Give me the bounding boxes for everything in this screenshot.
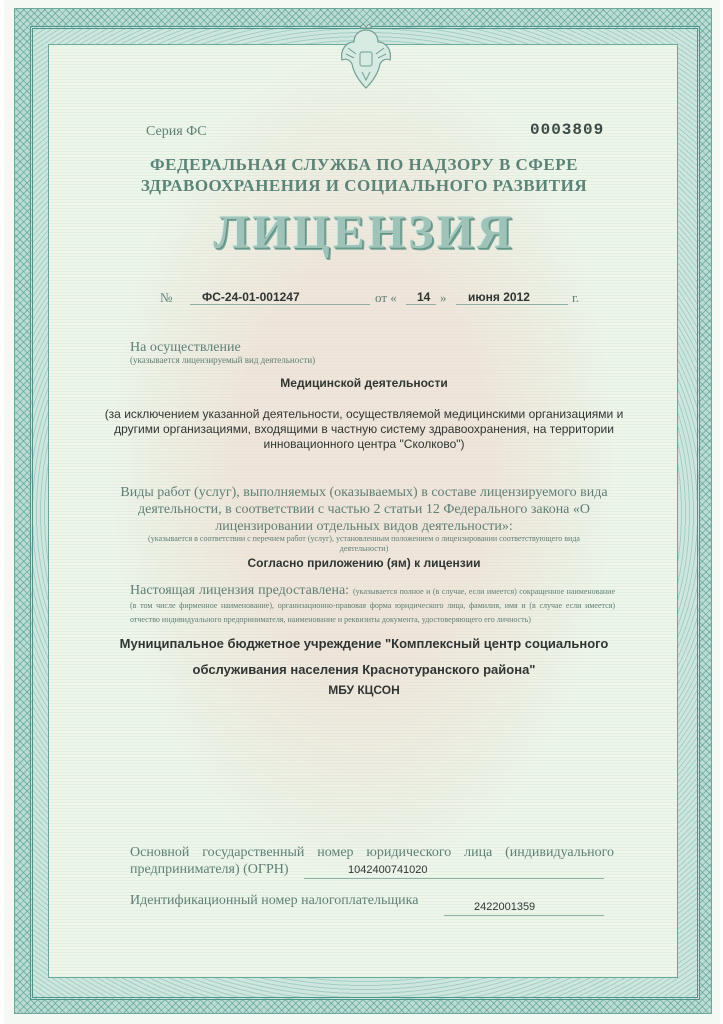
inn-label: Идентификационный номер налогоплательщика [130, 893, 419, 908]
ogrn-label: Основной государственный номер юридического лица (индивидуального предпринимателя) (ОГРН) [130, 845, 614, 877]
licensee-full-name-line1: Муниципальное бюджетное учреждение "Комплексный центр социального [119, 636, 609, 651]
works-label: Виды работ (услуг), выполняемых (оказываемых) в составе лицензируемого вида деятельности, в соответствии с частью 2 статьи 12 Федерального закона «О лицензировании отдельных видов деятельности»: [120, 485, 608, 534]
coat-of-arms-emblem [336, 24, 396, 94]
inn-value: 2422001359 [474, 901, 536, 913]
series-label: Серия ФС [146, 124, 207, 139]
document-title: ЛИЦЕНЗИЯ [213, 206, 515, 259]
activity-value: Медицинской деятельности [280, 376, 448, 390]
license-number: ФС-24-01-001247 [202, 290, 300, 304]
ogrn-value: 1042400741020 [348, 864, 428, 876]
day-underline [406, 304, 436, 305]
year-suffix: г. [572, 290, 580, 305]
works-value: Согласно приложению (ям) к лицензии [247, 556, 481, 570]
inn-underline [444, 915, 604, 916]
date-day-close: » [440, 290, 447, 305]
license-month-year: июня 2012 [468, 290, 530, 304]
activity-label: На осуществление [130, 340, 241, 355]
license-day: 14 [417, 290, 431, 304]
date-from-label: от « [375, 290, 397, 305]
license-number-underline [190, 304, 370, 305]
licensee-full-name-line2: обслуживания населения Краснотуранского района" [192, 662, 536, 677]
licensee-short-name: МБУ КЦСОН [328, 683, 400, 697]
activity-exclusion: (за исключением указанной деятельности, осуществляемой медицинскими организациями и другими организациями, входящими в частную систему здравоохранения, на территории инновационного центра "Сколково") [104, 407, 624, 451]
license-sheet [4, 0, 720, 1024]
agency-name-line2: ЗДРАВООХРАНЕНИЯ И СОЦИАЛЬНОГО РАЗВИТИЯ [140, 176, 588, 195]
ogrn-underline [304, 878, 604, 879]
agency-name-line1: ФЕДЕРАЛЬНАЯ СЛУЖБА ПО НАДЗОРУ В СФЕРЕ [150, 155, 578, 174]
licensee-block [130, 584, 615, 626]
activity-note: (указывается лицензируемый вид деятельности) [130, 355, 316, 365]
works-note: (указывается в соответствии с перечнем работ (услуг), установленным положением о лицензировании соответствующего вида деятельности) [148, 534, 580, 553]
blank-number: 0003809 [530, 121, 605, 139]
licensee-full-name [104, 631, 624, 683]
month-underline [456, 304, 568, 305]
licensee-label: Настоящая лицензия предоставлена: [130, 583, 350, 598]
licensee-note: (указывается полное и (в случае, если имеется) сокращенное наименование (в том числе фирменное наименование), организационно-правовая форма юридического лица, фамилия, имя и (в случае если имеется) отчество индивидуального предпринимателя, наименование и реквизиты документа, удостоверяющего его личность) [130, 587, 615, 624]
license-number-label: № [160, 290, 173, 305]
